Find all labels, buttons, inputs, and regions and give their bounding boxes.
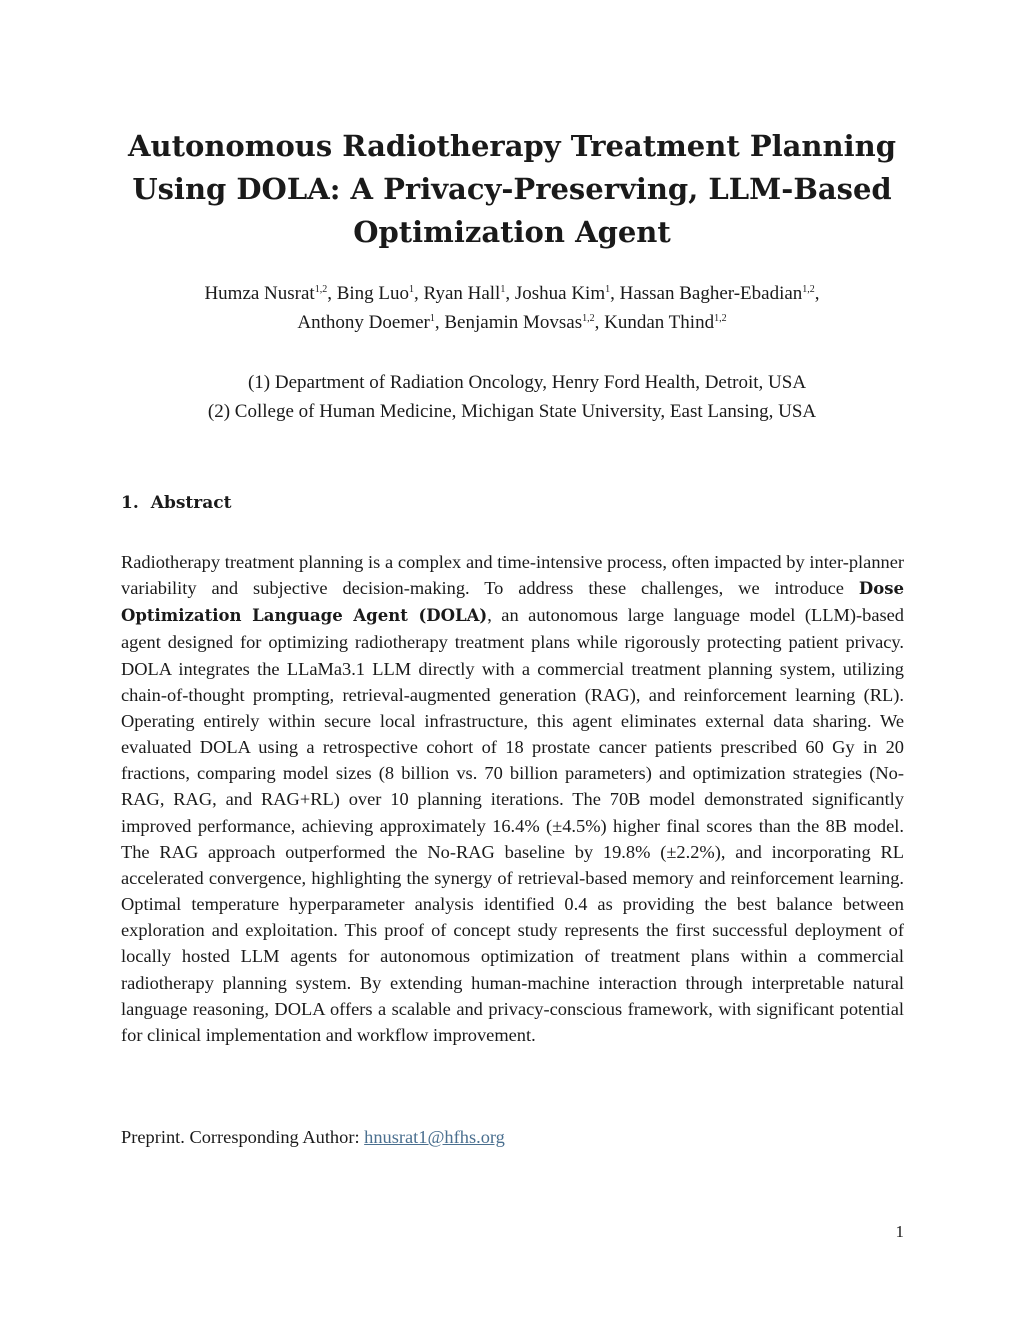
- author-name: Joshua Kim: [514, 283, 606, 304]
- abstract-text-start: Radiotherapy treatment planning is a complex and time-intensive process, often impacted by inter-planner variability and subjective decision-making. To address these challenges, we introduce: [121, 552, 904, 599]
- author-name: Anthony Doemer: [297, 311, 430, 333]
- author-affiliation-mark: 1: [605, 284, 611, 295]
- paper-title: [100, 125, 924, 254]
- title-line-3: Optimization Agent: [353, 215, 671, 249]
- affiliation-list: [100, 368, 924, 426]
- author-affiliation-mark: 1: [500, 284, 506, 295]
- author-separator: ,: [814, 283, 820, 304]
- title-line-1: Autonomous Radiotherapy Treatment Planning: [128, 129, 896, 163]
- author-separator: ,: [414, 283, 424, 304]
- author-separator: ,: [505, 283, 515, 304]
- title-line-2: Using DOLA: A Privacy-Preserving, LLM-Based: [132, 172, 892, 206]
- author-name: Humza Nusrat: [204, 283, 315, 304]
- corresponding-author-label: Preprint. Corresponding Author:: [121, 1127, 365, 1147]
- author-list: [100, 280, 924, 337]
- section-title: Abstract: [150, 493, 232, 513]
- author-separator: ,: [594, 311, 605, 333]
- author-affiliation-mark: 1,2: [802, 284, 815, 295]
- affiliation-1: (1) Department of Radiation Oncology, Henry Ford Health, Detroit, USA: [247, 372, 807, 393]
- abstract-agent-name: Dose Optimization Language Agent (DOLA): [121, 579, 904, 626]
- corresponding-author-note: [121, 1124, 505, 1150]
- author-affiliation-mark: 1,2: [714, 312, 727, 324]
- author-separator: ,: [327, 283, 337, 304]
- abstract-body: [121, 549, 904, 1048]
- section-number: 1.: [121, 493, 139, 513]
- corresponding-author-email-link[interactable]: hnusrat1@hfhs.org: [364, 1127, 505, 1147]
- author-name: Benjamin Movsas: [444, 311, 583, 333]
- author-affiliation-mark: 1,2: [314, 284, 328, 295]
- page-number: 1: [895, 1222, 904, 1241]
- author-name: Hassan Bagher-Ebadian: [619, 283, 803, 304]
- author-separator: ,: [434, 311, 445, 333]
- section-heading-abstract: [121, 491, 231, 515]
- author-separator: ,: [610, 283, 620, 304]
- author-name: Kundan Thind: [604, 311, 715, 333]
- affiliation-2: (2) College of Human Medicine, Michigan State University, East Lansing, USA: [207, 401, 817, 422]
- author-name: Ryan Hall: [423, 283, 501, 304]
- author-name: Bing Luo: [336, 283, 410, 304]
- abstract-text-rest: , an autonomous large language model (LLM)-based agent designed for optimizing radiotherapy treatment plans while rigorously protecting patient privacy. DOLA integrates the LLaMa3.1 LLM directly with a commercial treatment planning system, utilizing chain-of-thought prompting, retrieval-augmented generation (RAG), and reinforcement learning (RL). Operating entirely within secure local infrastructure, this agent eliminates external data sharing. We evaluated DOLA using a retrospective cohort of 18 prostate cancer patients prescribed 60 Gy in 20 fractions, comparing model sizes (8 billion vs. 70 billion parameters) and optimization strategies (No-RAG, RAG, and RAG+RL) over 10 planning iterations. The 70B model demonstrated significantly improved performance, achieving approximately 16.4% (±4.5%) higher final scores than the 8B model. The RAG approach outperformed the No-RAG baseline by 19.8% (±2.2%), and incorporating RL accelerated convergence, highlighting the synergy of retrieval-based memory and reinforcement learning. Optimal temperature hyperparameter analysis identified 0.4 as providing the best balance between exploration and exploitation. This proof of concept study represents the first successful deployment of locally hosted LLM agents for autonomous optimization of treatment plans within a commercial radiotherapy planning system. By extending human-machine interaction through interpretable natural language reasoning, DOLA offers a scalable and privacy-conscious framework, with significant potential for clinical implementation and workflow improvement.: [121, 605, 904, 1045]
- author-affiliation-mark: 1,2: [582, 312, 595, 324]
- author-affiliation-mark: 1: [409, 284, 415, 295]
- author-affiliation-mark: 1: [429, 312, 435, 324]
